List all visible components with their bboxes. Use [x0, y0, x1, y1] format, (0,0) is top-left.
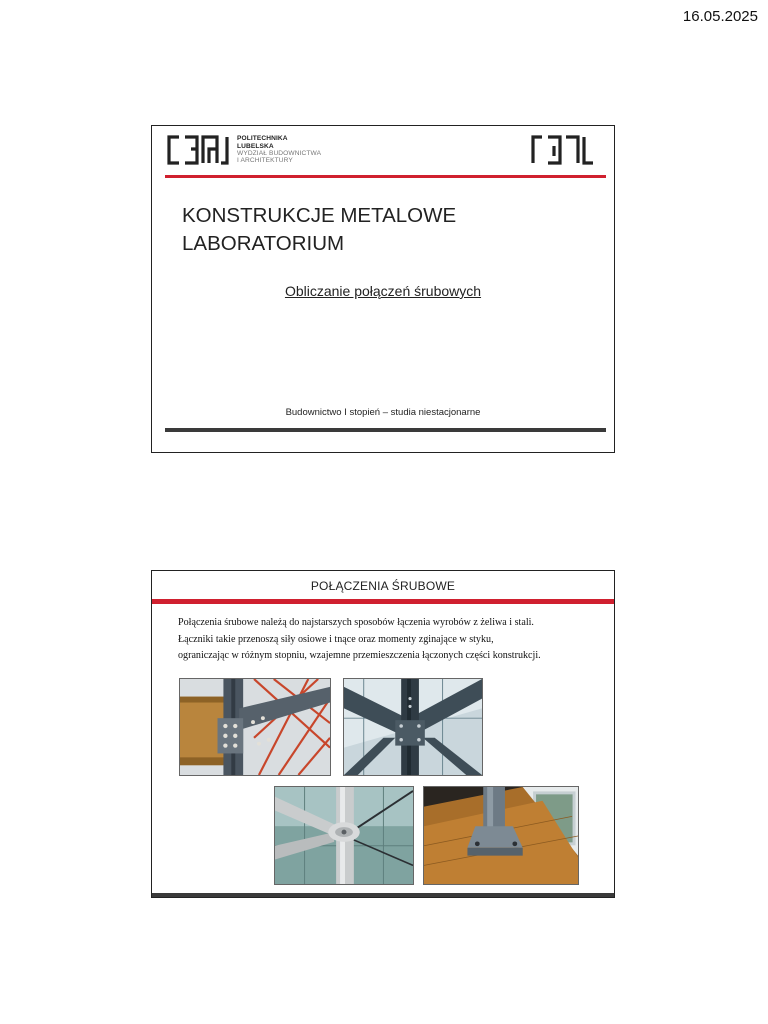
lecture-subtitle: Obliczanie połączeń śrubowych [284, 283, 482, 299]
footer-divider [165, 428, 606, 432]
paragraph: ograniczając w różnym stopniu, wzajemne przemieszczenia łączonych części konstrukcji. [178, 650, 541, 661]
faculty-logo-text: POLITECHNIKA LUBELSKA WYDZIAŁ BUDOWNICTWA I ARCHITEKTURY [237, 135, 322, 165]
footer-divider [152, 893, 614, 897]
course-title: KONSTRUKCJE METALOWE LABORATORIUM [182, 204, 457, 255]
paragraph: Łączniki takie przenoszą siły osiowe i tnące oraz momenty zginające w styku, [178, 633, 494, 645]
photo-bolted-beam-column-joint [179, 678, 331, 776]
slide-title [151, 125, 615, 453]
slide-heading: POŁĄCZENIA ŚRUBOWE [310, 579, 456, 593]
photo-tubular-node-connection [274, 786, 414, 885]
photo-bolted-steel-frame [343, 678, 483, 776]
document-date: 16.05.2025 [682, 8, 758, 25]
study-program-footer: Budownictwo I stopień – studia niestacjonarne [285, 407, 481, 418]
university-logo-icon [530, 134, 596, 166]
faculty-logo [167, 135, 321, 165]
heading-divider [152, 599, 614, 604]
slide-bolted-connections [151, 570, 615, 898]
photo-column-base-plate [423, 786, 579, 885]
paragraph: Połączenia śrubowe należą do najstarszych sposobów łączenia wyrobów z żeliwa i stali. [178, 617, 534, 628]
header-divider [165, 175, 606, 178]
faculty-logo-icon [167, 135, 229, 165]
slide-body-text [178, 615, 600, 665]
